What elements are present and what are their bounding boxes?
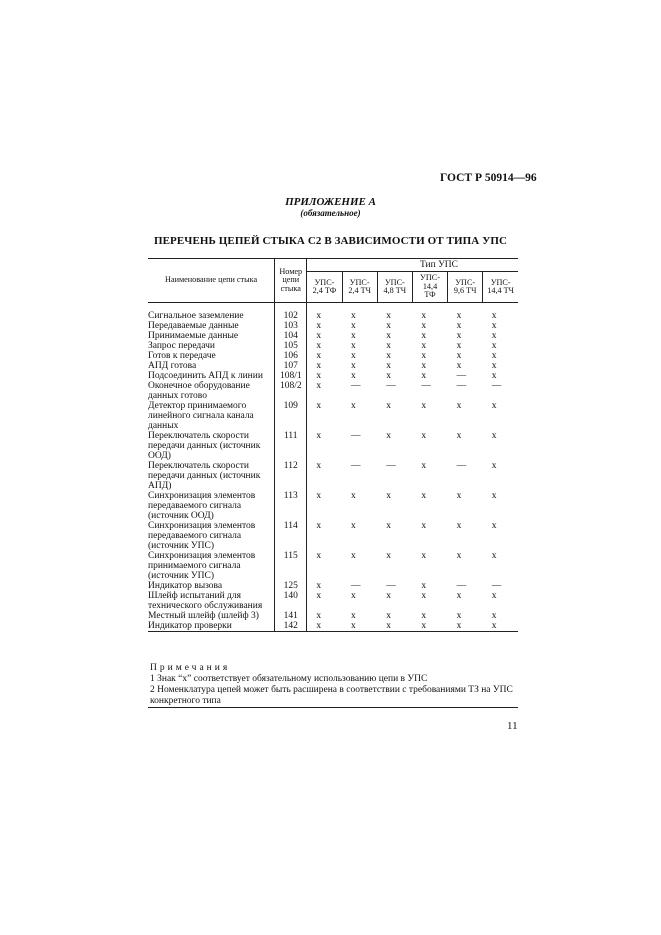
ups-mark: — [351, 461, 361, 471]
ups-mark: x [351, 401, 356, 411]
table-row [148, 461, 518, 491]
ups-mark: x [456, 611, 462, 621]
ups-mark-cell [412, 371, 447, 381]
ups-mark: x [316, 401, 322, 411]
ups-mark-cell [342, 341, 377, 351]
ups-mark-cell [448, 303, 483, 322]
ups-mark-cell [377, 431, 412, 461]
column-header-number-line: Номер [279, 266, 303, 276]
ups-mark: — [351, 431, 361, 441]
circuit-number: 141 [275, 611, 307, 621]
ups-mark-cell [342, 591, 377, 611]
ups-mark-cell [307, 611, 342, 621]
ups-mark-cell [483, 361, 518, 371]
ups-mark: x [456, 311, 462, 321]
ups-mark: x [316, 361, 322, 371]
ups-mark-cell [483, 521, 518, 551]
ups-mark-cell [483, 331, 518, 341]
circuit-name: Индикатор вызова [148, 581, 223, 591]
ups-mark-cell [377, 461, 412, 491]
ups-mark: x [351, 311, 356, 321]
ups-mark-cell [412, 591, 447, 611]
ups-mark: — [421, 381, 431, 391]
ups-mark: x [491, 331, 497, 341]
ups-mark: x [491, 621, 497, 631]
note-item: 1 Знак “x” соответствует обязательному использованию цепи в УПС [150, 674, 428, 684]
ups-mark-cell [412, 491, 447, 521]
ups-mark: — [456, 371, 467, 381]
circuit-name: Переключатель скорости передачи данных (источник ООД) [148, 431, 261, 461]
ups-mark: — [456, 381, 467, 391]
ups-mark-cell [377, 581, 412, 591]
notes-divider [148, 707, 518, 708]
ups-mark: x [491, 361, 497, 371]
ups-mark: — [491, 381, 502, 391]
column-header-ups-6: УПС- 14,4 ТЧ [483, 272, 518, 303]
ups-mark: x [421, 361, 427, 371]
circuit-number: 125 [275, 581, 307, 591]
column-header-number-line: цепи [282, 275, 300, 285]
ups-mark: x [491, 521, 497, 531]
ups-mark: x [386, 431, 391, 441]
circuits-table-container [148, 258, 518, 632]
ups-mark-cell [342, 551, 377, 581]
ups-mark-cell [377, 371, 412, 381]
ups-mark-cell [307, 591, 342, 611]
ups-mark: x [351, 371, 356, 381]
ups-mark-cell [377, 351, 412, 361]
notes-block [150, 663, 520, 707]
ups-mark: x [386, 371, 391, 381]
ups-mark: x [491, 321, 497, 331]
ups-mark-cell [412, 351, 447, 361]
ups-mark-cell [483, 581, 518, 591]
ups-mark: x [316, 371, 322, 381]
ups-mark: x [491, 611, 497, 621]
ups-mark: x [491, 591, 497, 601]
ups-mark: x [386, 401, 391, 411]
ups-mark: x [316, 461, 322, 471]
ups-mark-cell [448, 431, 483, 461]
ups-mark-cell [307, 521, 342, 551]
ups-mark-cell [342, 521, 377, 551]
ups-mark-cell [307, 371, 342, 381]
ups-mark-cell [483, 461, 518, 491]
column-header-name [148, 259, 275, 303]
circuit-number: 103 [275, 321, 307, 331]
ups-mark-cell [448, 591, 483, 611]
ups-mark-cell [483, 341, 518, 351]
circuit-name: АПД готова [148, 361, 197, 371]
ups-mark-cell [377, 521, 412, 551]
ups-mark-cell [412, 401, 447, 431]
ups-mark: x [491, 431, 497, 441]
ups-mark: x [386, 611, 391, 621]
circuit-number: 108/2 [275, 381, 307, 401]
circuit-name: Местный шлейф (шлейф 3) [148, 611, 259, 621]
ups-mark-cell [342, 381, 377, 401]
ups-mark-cell [483, 611, 518, 621]
circuit-number: 140 [275, 591, 307, 611]
circuit-number: 105 [275, 341, 307, 351]
ups-mark: — [456, 581, 467, 591]
ups-mark-cell [342, 621, 377, 632]
ups-mark-cell [412, 341, 447, 351]
table-row [148, 621, 518, 632]
column-header-ups-4: УПС- 14,4 ТФ [412, 272, 447, 303]
ups-mark-cell [342, 461, 377, 491]
ups-mark: x [456, 591, 462, 601]
ups-mark-cell [448, 371, 483, 381]
ups-mark: x [351, 591, 356, 601]
circuit-name: Синхронизация элементов принимаемого сигнала (источник УПС) [148, 551, 256, 581]
table-row [148, 361, 518, 371]
ups-mark: — [386, 461, 396, 471]
table-row [148, 331, 518, 341]
ups-mark-cell [377, 491, 412, 521]
ups-mark: x [421, 431, 427, 441]
ups-mark-cell [483, 591, 518, 611]
appendix-subtitle: (обязательное) [300, 208, 361, 218]
circuit-number: 114 [275, 521, 307, 551]
ups-mark: x [351, 621, 356, 631]
ups-mark: x [421, 371, 427, 381]
ups-mark: x [316, 491, 322, 501]
table-row [148, 401, 518, 431]
ups-mark: x [456, 341, 462, 351]
ups-mark-cell [342, 331, 377, 341]
ups-mark-cell [412, 381, 447, 401]
ups-mark: x [421, 491, 427, 501]
ups-mark-cell [448, 621, 483, 632]
ups-mark: x [456, 321, 462, 331]
circuit-name: Готов к передаче [148, 351, 216, 361]
table-row [148, 341, 518, 351]
ups-mark: x [316, 321, 322, 331]
ups-mark: x [456, 401, 462, 411]
ups-mark-cell [412, 611, 447, 621]
ups-mark: — [386, 381, 396, 391]
ups-mark-cell [307, 621, 342, 632]
ups-mark: x [421, 551, 427, 561]
column-header-ups-2: УПС- 2,4 ТЧ [342, 272, 377, 303]
ups-mark: x [491, 371, 497, 381]
ups-mark: x [456, 331, 462, 341]
ups-mark: x [351, 341, 356, 351]
ups-mark-cell [483, 303, 518, 322]
ups-mark: x [386, 551, 391, 561]
ups-mark: x [351, 331, 356, 341]
ups-mark-cell [377, 303, 412, 322]
circuit-name: Переключатель скорости передачи данных (источник АПД) [148, 461, 261, 491]
ups-mark: x [491, 311, 497, 321]
ups-mark: x [491, 341, 497, 351]
ups-mark-cell [448, 331, 483, 341]
ups-mark: x [456, 551, 462, 561]
ups-mark-cell [377, 611, 412, 621]
ups-mark: x [316, 521, 322, 531]
circuit-name: Запрос передачи [148, 341, 215, 351]
ups-mark-cell [412, 321, 447, 331]
ups-mark-cell [377, 401, 412, 431]
ups-mark: x [351, 551, 356, 561]
ups-mark-cell [307, 401, 342, 431]
ups-mark-cell [448, 551, 483, 581]
ups-mark-cell [483, 431, 518, 461]
column-header-number [275, 259, 307, 303]
ups-mark: x [421, 401, 427, 411]
ups-mark: x [316, 341, 322, 351]
ups-mark-cell [307, 551, 342, 581]
ups-mark: x [456, 361, 462, 371]
ups-mark: x [386, 591, 391, 601]
circuit-name: Передаваемые данные [148, 321, 239, 331]
ups-mark-cell [307, 581, 342, 591]
ups-mark-cell [483, 321, 518, 331]
note-item: 2 Номенклатура цепей может быть расширена в соответствии с требованиями ТЗ на УПС конкретного типа [150, 685, 513, 706]
table-row [148, 591, 518, 611]
ups-mark: x [386, 311, 391, 321]
ups-mark: x [456, 491, 462, 501]
ups-mark-cell [412, 551, 447, 581]
ups-mark-cell [307, 361, 342, 371]
circuit-number: 111 [275, 431, 307, 461]
ups-mark: x [421, 581, 427, 591]
ups-mark-cell [448, 401, 483, 431]
ups-mark-cell [483, 551, 518, 581]
ups-mark-cell [448, 381, 483, 401]
table-row [148, 321, 518, 331]
column-header-name-label: Наименование цепи стыка [165, 275, 258, 285]
ups-mark-cell [448, 461, 483, 491]
column-header-ups-1: УПС- 2,4 ТФ [307, 272, 342, 303]
ups-mark-cell [342, 371, 377, 381]
ups-mark: x [421, 461, 427, 471]
notes-heading: Примечания [150, 663, 231, 673]
ups-mark: x [456, 431, 462, 441]
circuit-name: Шлейф испытаний для технического обслуживания [148, 591, 263, 611]
column-header-ups-5: УПС- 9,6 ТЧ [448, 272, 483, 303]
ups-mark: — [386, 581, 396, 591]
ups-mark: x [316, 551, 322, 561]
ups-mark-cell [307, 331, 342, 341]
ups-mark-cell [412, 461, 447, 491]
circuit-name: Синхронизация элементов передаваемого сигнала (источник УПС) [148, 521, 256, 551]
ups-mark: x [316, 611, 322, 621]
ups-mark: x [386, 321, 391, 331]
ups-mark-cell [342, 491, 377, 521]
circuit-name: Детектор принимаемого линейного сигнала канала данных [148, 401, 254, 431]
ups-mark: x [316, 581, 322, 591]
table-row [148, 551, 518, 581]
ups-mark-cell [377, 361, 412, 371]
column-group-header [307, 259, 518, 272]
circuit-number: 104 [275, 331, 307, 341]
ups-mark: x [421, 341, 427, 351]
ups-mark: x [421, 621, 427, 631]
document-code: ГОСТ Р 50914—96 [440, 172, 537, 184]
ups-mark-cell [377, 341, 412, 351]
ups-mark: — [456, 461, 467, 471]
ups-mark-cell [342, 361, 377, 371]
table-row [148, 351, 518, 361]
table-row [148, 381, 518, 401]
ups-mark: x [386, 341, 391, 351]
circuit-number: 115 [275, 551, 307, 581]
ups-mark-cell [448, 321, 483, 331]
ups-mark: x [316, 351, 322, 361]
ups-mark: x [386, 521, 391, 531]
table-row [148, 303, 518, 322]
ups-mark-cell [307, 341, 342, 351]
ups-mark: x [316, 311, 322, 321]
circuit-name: Подсоединить АПД к линии [148, 371, 263, 381]
circuit-number: 112 [275, 461, 307, 491]
group-header-label: Тип УПС [419, 259, 458, 270]
ups-mark-cell [342, 321, 377, 331]
ups-mark-cell [412, 431, 447, 461]
ups-mark: x [351, 521, 356, 531]
ups-mark-cell [483, 491, 518, 521]
table-row [148, 371, 518, 381]
ups-mark: x [386, 491, 391, 501]
ups-mark: x [351, 351, 356, 361]
ups-mark-cell [483, 381, 518, 401]
ups-mark-cell [307, 431, 342, 461]
ups-mark-cell [448, 361, 483, 371]
ups-mark-cell [342, 581, 377, 591]
ups-mark: x [351, 321, 356, 331]
ups-mark: x [491, 351, 497, 361]
ups-mark: x [351, 611, 356, 621]
ups-mark-cell [342, 303, 377, 322]
table-body [148, 303, 518, 632]
ups-mark-cell [412, 621, 447, 632]
ups-mark-cell [483, 621, 518, 632]
ups-mark: — [491, 581, 502, 591]
ups-mark: x [491, 491, 497, 501]
ups-mark-cell [448, 341, 483, 351]
ups-mark: x [316, 381, 322, 391]
ups-mark-cell [342, 401, 377, 431]
ups-mark-cell [377, 381, 412, 401]
table-row [148, 521, 518, 551]
circuit-name: Оконечное оборудование данных готово [148, 381, 250, 401]
circuit-name: Принимаемые данные [148, 331, 239, 341]
ups-mark: x [316, 331, 322, 341]
ups-mark: x [491, 401, 497, 411]
ups-mark-cell [483, 351, 518, 361]
ups-mark: x [491, 461, 497, 471]
ups-mark: x [421, 311, 427, 321]
ups-mark-cell [483, 401, 518, 431]
ups-mark: x [386, 361, 391, 371]
ups-mark-cell [448, 491, 483, 521]
ups-mark: x [421, 591, 427, 601]
ups-mark-cell [412, 303, 447, 322]
ups-mark-cell [377, 591, 412, 611]
circuit-name: Синхронизация элементов передаваемого сигнала (источник ООД) [148, 491, 256, 521]
ups-mark-cell [307, 303, 342, 322]
ups-mark: x [421, 351, 427, 361]
ups-mark: x [456, 621, 462, 631]
ups-mark: x [386, 621, 391, 631]
ups-mark-cell [377, 331, 412, 341]
ups-mark: x [491, 551, 497, 561]
circuit-number: 142 [275, 621, 307, 632]
circuit-name: Индикатор проверки [148, 621, 275, 632]
ups-mark: x [316, 431, 322, 441]
circuit-number: 113 [275, 491, 307, 521]
ups-mark: x [351, 491, 356, 501]
ups-mark-cell [342, 431, 377, 461]
ups-mark-cell [448, 351, 483, 361]
ups-mark: — [351, 381, 361, 391]
page-number: 11 [507, 720, 518, 732]
ups-mark: x [421, 521, 427, 531]
circuit-number: 102 [275, 303, 307, 322]
ups-mark: x [386, 331, 391, 341]
circuit-number: 108/1 [275, 371, 307, 381]
ups-mark: x [386, 351, 391, 361]
ups-mark-cell [342, 611, 377, 621]
ups-mark-cell [377, 551, 412, 581]
circuit-name: Сигнальное заземление [148, 311, 244, 321]
ups-mark-cell [412, 331, 447, 341]
ups-mark-cell [412, 361, 447, 371]
ups-mark-cell [448, 521, 483, 551]
ups-mark: x [351, 361, 356, 371]
ups-mark: — [351, 581, 361, 591]
ups-mark-cell [377, 621, 412, 632]
circuit-number: 106 [275, 351, 307, 361]
ups-mark-cell [483, 371, 518, 381]
ups-mark-cell [448, 581, 483, 591]
ups-mark: x [421, 331, 427, 341]
ups-mark: x [421, 611, 427, 621]
table-row [148, 581, 518, 591]
appendix-title: ПРИЛОЖЕНИЕ А [285, 196, 376, 208]
ups-mark: x [421, 321, 427, 331]
column-header-number-line: стыка [280, 283, 301, 293]
ups-mark-cell [307, 461, 342, 491]
ups-mark-cell [377, 321, 412, 331]
circuit-number: 109 [275, 401, 307, 431]
ups-mark: x [316, 621, 322, 631]
table-row [148, 491, 518, 521]
ups-mark: x [316, 591, 322, 601]
ups-mark-cell [448, 611, 483, 621]
ups-mark: x [456, 521, 462, 531]
table-title: ПЕРЕЧЕНЬ ЦЕПЕЙ СТЫКА С2 В ЗАВИСИМОСТИ ОТ ТИПА УПС [153, 235, 508, 247]
table-row [148, 431, 518, 461]
column-header-ups-3: УПС- 4,8 ТЧ [377, 272, 412, 303]
table-row [148, 611, 518, 621]
ups-mark-cell [342, 351, 377, 361]
ups-mark-cell [412, 521, 447, 551]
ups-mark-cell [307, 381, 342, 401]
ups-mark-cell [307, 351, 342, 361]
ups-mark-cell [307, 321, 342, 331]
ups-mark-cell [307, 491, 342, 521]
ups-mark-cell [412, 581, 447, 591]
ups-mark: x [456, 351, 462, 361]
circuits-table [148, 258, 518, 632]
circuit-number: 107 [275, 361, 307, 371]
